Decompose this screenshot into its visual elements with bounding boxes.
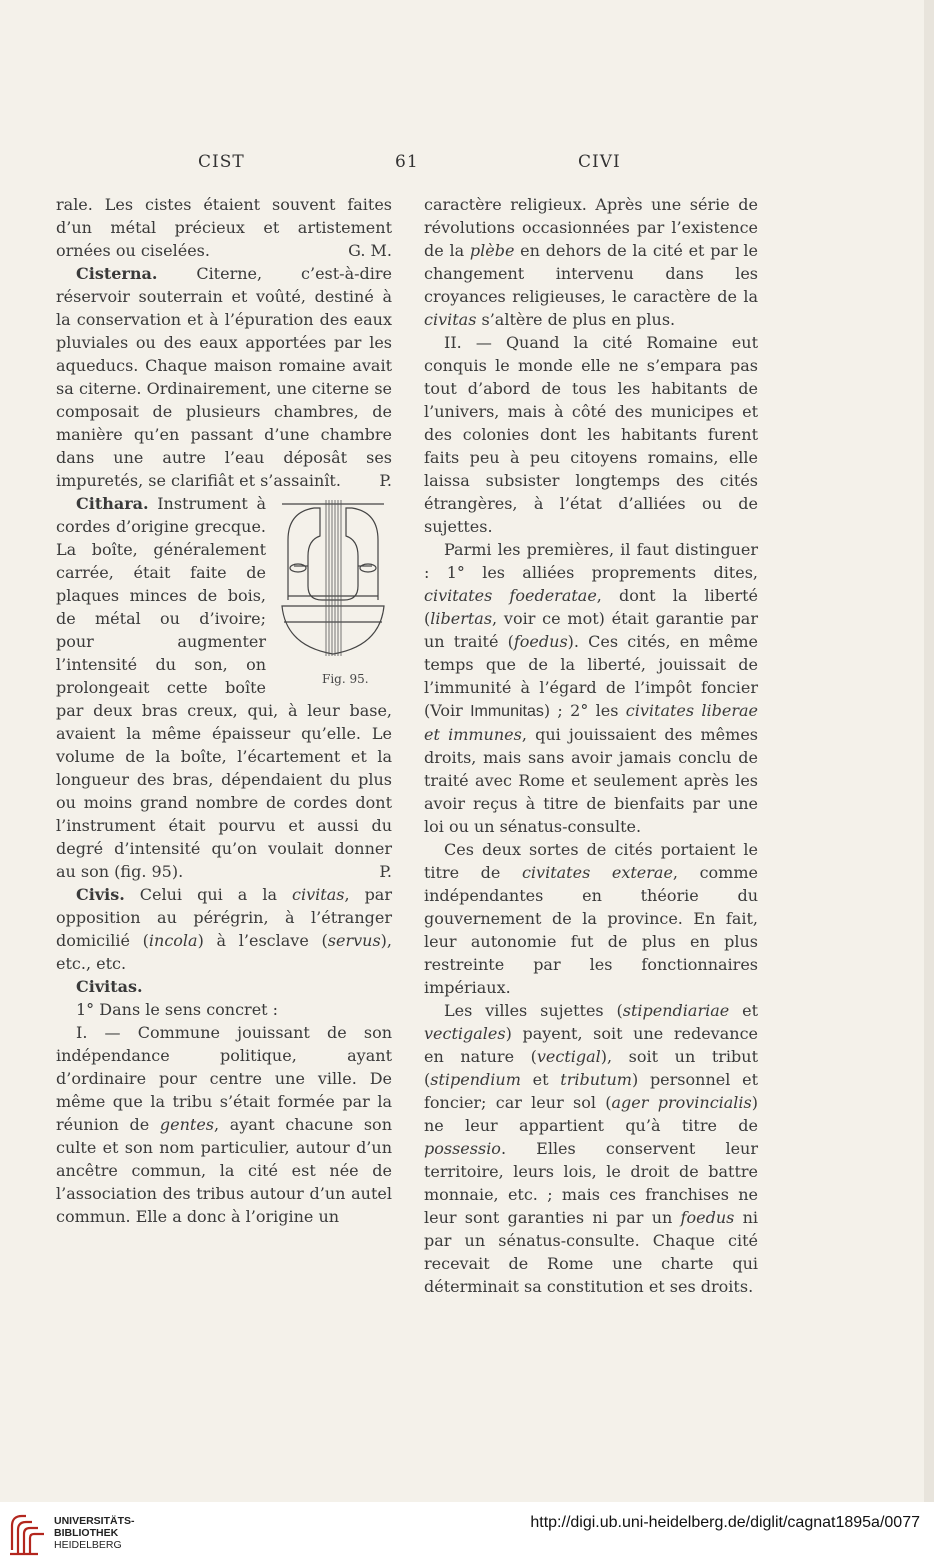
headword-cisterna: Cisterna. xyxy=(76,264,158,283)
library-logo-icon xyxy=(8,1510,48,1558)
civitas-section-ii: II. — Quand la cité Romaine eut conquis le monde elle ne s’empara pas tout d’abord de tous les habitants de l’univers, mais à côté des municipes et des colonies dont les habitants furent faits peu à peu citoyens romains, elle laissa subsister longtemps des cités étrangères, à l’état d’alliées ou de sujettes. xyxy=(424,333,758,536)
right-column xyxy=(424,193,758,1298)
library-footer xyxy=(0,1502,934,1568)
paragraph-cista-end: rale. Les cistes étaient souvent faites d’un métal précieux et artistement ornées ou ciselées. G. M. xyxy=(56,195,392,260)
figure-95 xyxy=(274,496,392,694)
civitas-section-i-cont: caractère religieux. Après une série de révolutions occasionnées par l’existence de la plèbe en dehors de la cité et par le changement intervenu dans les croyances religieuses, le caractère de la civitas s’altère de plus en plus. xyxy=(424,195,758,329)
permalink-url[interactable]: http://digi.ub.uni-heidelberg.de/diglit/cagnat1895a/0077 xyxy=(530,1514,920,1531)
running-head-right: CIVI xyxy=(578,152,621,172)
headword-civitas: Civitas. xyxy=(76,977,143,996)
civitas-exterae: Ces deux sortes de cités portaient le titre de civitates exterae, comme indépendantes en théorie du gouvernement de la province. En fait, leur autonomie fut de plus en plus restreinte par les fonctionnaires impériaux. xyxy=(424,840,758,997)
left-column xyxy=(56,193,392,1228)
entry-cithara: Fig. 95. Cithara. Instrument à cordes d’origine grecque. La boîte, généralement carrée, était faite de plaques minces de bois, de métal ou d’ivoire; pour augmenter l’intensité du son, on prolongeait cette boîte par deux bras creux, qui, à leur base, avaient la même épaisseur qu’elle. Le volume de la boîte, l’écartement et la longueur des bras, dépendaient du plus ou moins grand nombre de cordes dont l’instrument était pourvu et aussi du degré d’intensité qu’on voulait donner au son (fig. 95). P. xyxy=(56,494,392,881)
running-head-left: CIST xyxy=(198,152,245,172)
author-signature: P. xyxy=(379,471,392,490)
entry-civis: Civis. Celui qui a la civitas, par opposition au pérégrin, à l’étranger domicilié (incola) à l’esclave (servus), etc., etc. xyxy=(56,885,392,973)
figure-caption: Fig. 95. xyxy=(322,672,369,686)
entry-cisterna: Cisterna. Citerne, c’est-à-dire réservoir souterrain et voûté, destiné à la conservation et à l’épuration des eaux pluviales ou des eaux apportées par les aqueducs. Chaque maison romaine avait sa citerne. Ordinairement, une citerne se composait de plusieurs chambres, de manière qu’en passant d’une chambre dans une autre l’eau déposât ses impuretés, se clarifiât et s’assainît. P. xyxy=(56,264,392,490)
civitas-sense-1: 1° Dans le sens concret : xyxy=(76,1000,279,1019)
civitas-section-i: I. — Commune jouissant de son indépendance politique, ayant d’ordinaire pour centre une ville. De même que la tribu s’était formée par la réunion de gentes, ayant chacune son culte et son nom particulier, autour d’un ancêtre commun, la cité est née de l’association des tribus autour d’un autel commun. Elle a donc à l’origine un xyxy=(56,1023,392,1226)
page-edge xyxy=(924,0,934,1502)
author-signature: P. xyxy=(379,862,392,881)
cithara-illustration xyxy=(274,496,392,666)
author-signature: G. M. xyxy=(348,241,392,260)
library-name: UNIVERSITÄTS- BIBLIOTHEK HEIDELBERG xyxy=(54,1515,135,1551)
civitas-subject-cities: Les villes sujettes (stipendiariae et vectigales) payent, soit une redevance en nature (vectigal), soit un tribut (stipendium et tributum) personnel et foncier; car leur sol (ager provincialis) ne leur appartient qu’à titre de possessio. Elles conservent leur territoire, leurs lois, le droit de battre monnaie, etc. ; mais ces franchises ne leur sont garanties ni par un foedus ni par un sénatus-consulte. Chaque cité recevait de Rome une charte qui déterminait sa constitution et ses droits. xyxy=(424,1001,759,1296)
headword-civis: Civis. xyxy=(76,885,125,904)
entry-civitas xyxy=(56,975,392,998)
headword-cithara: Cithara. xyxy=(76,494,149,513)
page-number: 61 xyxy=(395,152,419,172)
civitas-allied-cities: Parmi les premières, il faut distinguer : 1° les alliées proprements dites, civitates foederatae, dont la liberté (libertas, voir ce mot) était garantie par un traité (foedus). Ces cités, en même temps que de la liberté, jouissait de l’immunité à l’égard de l’impôt foncier (Voir Immunitas) ; 2° les civitates liberae et immunes, qui jouissaient des mêmes droits, mais sans avoir jamais conclu de traité avec Rome et seulement après les avoir reçus à titre de bienfaits par une loi ou un sénatus-consulte. xyxy=(424,540,759,836)
